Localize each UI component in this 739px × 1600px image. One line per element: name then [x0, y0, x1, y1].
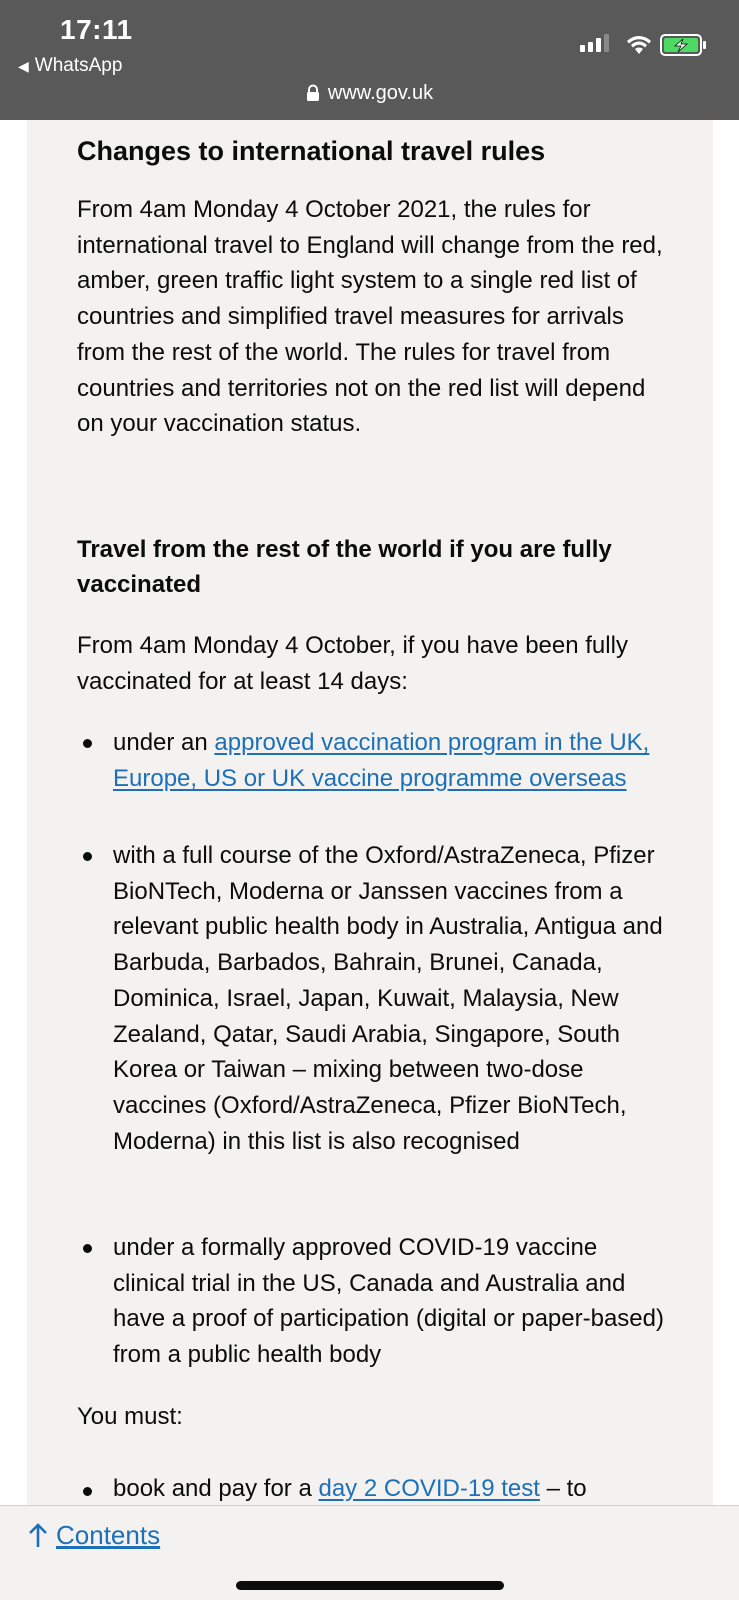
battery-charging-icon [660, 33, 708, 57]
section-heading: Changes to international travel rules [77, 136, 546, 166]
bullet-dot [83, 1244, 92, 1253]
cut-suffix: – to [539, 1475, 587, 1502]
page-content [0, 120, 739, 1505]
list-item [77, 838, 677, 1159]
list-item-text: under a formally approved COVID-19 vaccine clinical trial in the US, Canada and Australia and have a proof of participation (digital or paper-based) from a public health body [113, 1234, 664, 1369]
home-indicator[interactable] [236, 1581, 504, 1590]
day2-test-link[interactable]: day 2 COVID-19 test [318, 1475, 540, 1502]
url-bar[interactable] [0, 78, 739, 108]
condition-paragraph: From 4am Monday 4 October, if you have been fully vaccinated for at least 14 days: [77, 632, 628, 695]
list-item-text: with a full course of the Oxford/AstraZeneca, Pfizer BioNTech, Moderna or Janssen vaccines from a relevant public health body in Australia, Antigua and Barbuda, Barbados, Bahrain, Brunei, Canada, Dominica, Israel, Japan, Kuwait, Malaysia, New Zealand, Qatar, Saudi Arabia, Singapore, South Korea or Taiwan – mixing between two-dose vaccines (Oxford/AstraZeneca, Pfizer BioNTech, Moderna) in this list is also recognised [113, 842, 663, 1155]
list-item-text [113, 725, 673, 796]
status-bar [0, 0, 739, 120]
contents-link[interactable] [28, 1520, 160, 1551]
back-to-app-link[interactable] [18, 55, 122, 77]
url-text: www.gov.uk [327, 81, 434, 104]
bottom-bar [0, 1505, 739, 1600]
bullet-dot [83, 739, 92, 748]
back-app-label: WhatsApp [34, 55, 123, 76]
list-item [77, 725, 677, 796]
back-arrow-icon: ◀ [18, 58, 29, 74]
content-panel [27, 120, 713, 1505]
bullet-dot [83, 852, 92, 861]
list-item [77, 1230, 677, 1373]
bullet-dot [83, 1487, 92, 1496]
list-item-partial [77, 1471, 677, 1505]
sub-heading: Travel from the rest of the world if you are fully vaccinated [77, 536, 612, 598]
approved-vaccination-link[interactable]: approved vaccination program in the UK, Europe, US or UK vaccine programme overseas [113, 729, 650, 792]
lock-icon [306, 84, 320, 102]
status-time: 17:11 [60, 14, 133, 45]
you-must-paragraph: You must: [77, 1403, 183, 1430]
arrow-up-icon [28, 1523, 48, 1549]
contents-label: Contents [56, 1520, 161, 1550]
intro-paragraph: From 4am Monday 4 October 2021, the rules for international travel to England will change from the red, amber, green traffic light system to a single red list of countries and simplified travel measures for arrivals from the rest of the world. The rules for travel from countries and territories not on the red list will depend on your vaccination status. [77, 196, 663, 438]
cellular-signal-icon [580, 34, 609, 52]
wifi-icon [624, 32, 654, 56]
bullet1-prefix: under an [113, 729, 215, 756]
cut-prefix: book and pay for a [113, 1475, 319, 1502]
